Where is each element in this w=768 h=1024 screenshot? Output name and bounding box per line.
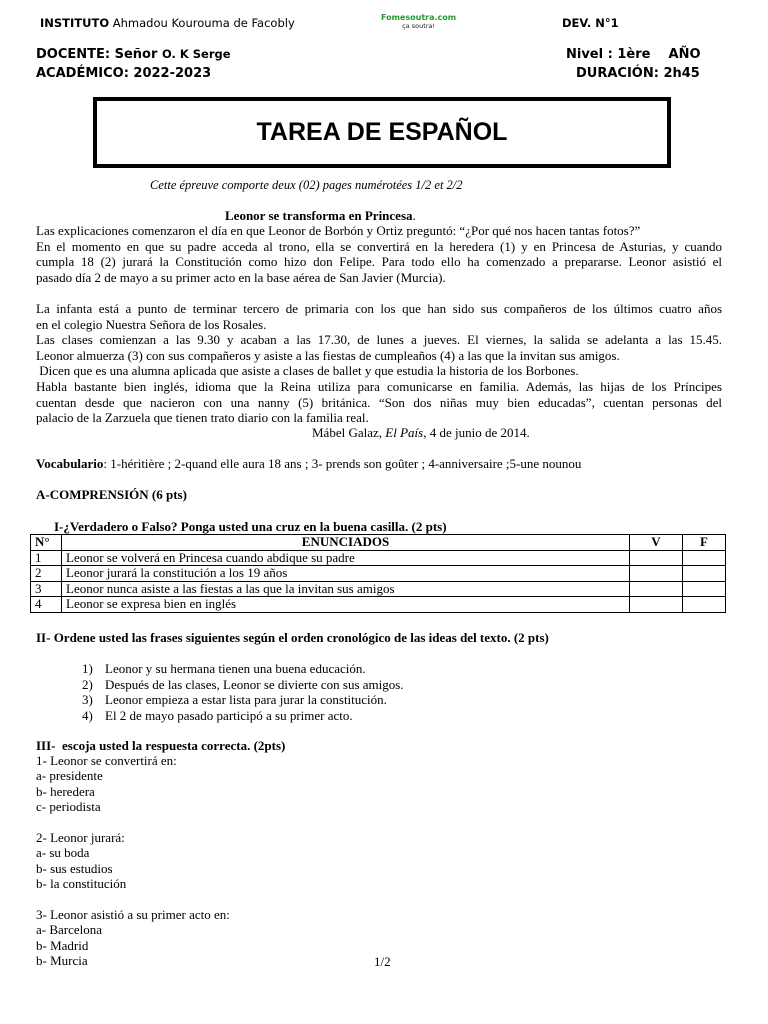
p2-line bbox=[36, 395, 722, 411]
column-header-statements: ENUNCIADOS bbox=[62, 535, 630, 551]
logo-main-text: Fomesoutra.com bbox=[381, 13, 457, 22]
vocabulary-text: : 1-héritière ; 2-quand elle aura 18 ans ; 3- prends son goûter ; 4-anniversaire ;5-une nounou bbox=[103, 456, 582, 471]
table-row bbox=[31, 566, 726, 582]
item-text: Después de las clases, Leonor se divierte con sus amigos. bbox=[105, 676, 404, 692]
p2-line: en el colegio Nuestra Señora de los Rosales. bbox=[36, 316, 267, 332]
institute-line bbox=[40, 16, 295, 30]
list-item bbox=[82, 708, 404, 724]
text-title: Leonor se transforma en Princesa bbox=[225, 208, 413, 223]
answer-option[interactable]: a- su boda bbox=[36, 845, 90, 861]
epreuve-note: Cette épreuve comporte deux (02) pages numérotées 1/2 et 2/2 bbox=[150, 178, 463, 192]
true-false-table bbox=[30, 534, 726, 613]
title-box bbox=[93, 97, 671, 168]
dev-number: DEV. N°1 bbox=[562, 16, 619, 30]
p2-line-text: cuentan desde que nacieron con una nanny (5) británica. “Son dos niñas muy bien educadas”, cuentan personas del bbox=[36, 394, 722, 410]
table-row bbox=[31, 597, 726, 613]
part2-heading: II- Ordene usted las frases siguientes según el orden cronológico de las ideas del texto. (2 pts) bbox=[36, 630, 549, 645]
p2-line: Leonor almuerza (3) con sus compañeros y asiste a las fiestas de cumpleaños (4) a las que la invitan sus amigos. bbox=[36, 347, 620, 363]
row-statement: Leonor jurará la constitución a los 19 años bbox=[62, 566, 630, 582]
column-header-true: V bbox=[630, 535, 683, 551]
p2-line: palacio de la Zarzuela que tienen trato diario con la familia real. bbox=[36, 410, 369, 426]
item-text: Leonor y su hermana tienen una buena educación. bbox=[105, 661, 366, 676]
text-title-punct: . bbox=[412, 208, 416, 223]
question-3 bbox=[36, 907, 230, 969]
section-a-heading: A-COMPRENSIÓN (6 pts) bbox=[36, 487, 187, 502]
row-number: 2 bbox=[31, 566, 62, 582]
list-item bbox=[82, 692, 404, 708]
institute-name: Ahmadou Kourouma de Facobly bbox=[112, 16, 295, 30]
text-title-line bbox=[225, 208, 416, 224]
logo-sub-text: ça soutra! bbox=[402, 22, 436, 30]
answer-option[interactable]: b- heredera bbox=[36, 783, 95, 799]
part1-heading: I-¿Verdadero o Falso? Ponga usted una cruz en la buena casilla. (2 pts) bbox=[54, 519, 447, 534]
p1-line-text: cumpla 18 (2) jurará la Constitución como hizo don Felipe. Para todo ello ha comenzado a prepararse. Leonor asistió el bbox=[36, 254, 722, 270]
docente-label: DOCENTE: Señor bbox=[36, 47, 158, 62]
p2-line-text: Habla bastante bien inglés, idioma que la Reina utiliza para comunicarse en familia. Además, las hijas de los Príncipes bbox=[36, 378, 722, 394]
row-statement: Leonor se expresa bien en inglés bbox=[62, 597, 630, 613]
item-number: 3) bbox=[82, 692, 93, 707]
p2-line: Dicen que es una alumna aplicada que asiste a clases de ballet y que estudia la historia de los Borbones. bbox=[36, 363, 579, 379]
source-author: Mábel Galaz, bbox=[312, 425, 386, 440]
item-text: Leonor empieza a estar lista para jurar la constitución. bbox=[105, 692, 387, 707]
institute-label: INSTITUTO bbox=[40, 16, 110, 30]
answer-option[interactable]: b- la constitución bbox=[36, 876, 127, 892]
column-header-false: F bbox=[683, 535, 726, 551]
true-checkbox-cell[interactable] bbox=[630, 581, 683, 597]
nivel-line: Nivel : 1ère AÑO bbox=[566, 47, 701, 62]
row-number: 1 bbox=[31, 550, 62, 566]
table-row bbox=[31, 550, 726, 566]
row-statement: Leonor nunca asiste a las fiestas a las que la invitan sus amigos bbox=[62, 581, 630, 597]
p2-line bbox=[36, 301, 722, 317]
question-text: 3- Leonor asistió a su primer acto en: bbox=[36, 907, 230, 922]
false-checkbox-cell[interactable] bbox=[683, 566, 726, 582]
p1-line-text: En el momento en que su padre acceda al trono, ella se convertirá en la heredera (1) y en Princesa de Asturias, y cuando bbox=[36, 238, 722, 254]
ordering-list bbox=[82, 661, 404, 723]
page-title: TAREA DE ESPAÑOL bbox=[256, 118, 508, 146]
false-checkbox-cell[interactable] bbox=[683, 550, 726, 566]
item-text: El 2 de mayo pasado participó a su primer acto. bbox=[105, 707, 353, 723]
true-checkbox-cell[interactable] bbox=[630, 550, 683, 566]
answer-option[interactable]: b- Madrid bbox=[36, 937, 89, 953]
p1-line bbox=[36, 254, 722, 270]
list-item bbox=[82, 661, 404, 677]
duracion-line: DURACIÓN: 2h45 bbox=[576, 66, 700, 81]
vocabulary-label: Vocabulario bbox=[36, 456, 104, 471]
answer-option[interactable]: a- presidente bbox=[36, 768, 103, 784]
row-statement: Leonor se volverá en Princesa cuando abdique su padre bbox=[62, 550, 630, 566]
text-source bbox=[312, 425, 530, 441]
paragraph-1 bbox=[36, 223, 722, 285]
p2-line bbox=[36, 379, 722, 395]
p2-line-text: Las clases comienzan a las 9.30 y acaban a las 17.30, de lunes a jueves. El viernes, la salida se adelanta a las 15.45. bbox=[36, 332, 722, 348]
column-header-number: N° bbox=[31, 535, 62, 551]
academico-line: ACADÉMICO: 2022-2023 bbox=[36, 66, 212, 81]
table-row bbox=[31, 581, 726, 597]
part3-heading: III- escoja usted la respuesta correcta. (2pts) bbox=[36, 738, 286, 753]
item-number: 4) bbox=[82, 707, 93, 723]
docente-line bbox=[36, 47, 231, 62]
source-paper: El País bbox=[385, 425, 424, 440]
p1-line: Las explicaciones comenzaron el día en que Leonor de Borbón y Ortiz preguntó: “¿Por qué nos hacen tantas fotos?” bbox=[36, 223, 641, 238]
page-number: 1/2 bbox=[374, 954, 391, 969]
true-checkbox-cell[interactable] bbox=[630, 566, 683, 582]
answer-option[interactable]: b- sus estudios bbox=[36, 860, 113, 876]
p2-line bbox=[36, 332, 722, 348]
answer-option[interactable]: a- Barcelona bbox=[36, 922, 103, 938]
paragraph-2 bbox=[36, 301, 722, 426]
false-checkbox-cell[interactable] bbox=[683, 581, 726, 597]
question-text: 1- Leonor se convertirá en: bbox=[36, 753, 177, 768]
question-2 bbox=[36, 830, 126, 892]
p1-line bbox=[36, 239, 722, 255]
site-logo bbox=[381, 14, 456, 30]
answer-option[interactable]: b- Murcia bbox=[36, 953, 88, 969]
question-1 bbox=[36, 753, 177, 815]
row-number: 4 bbox=[31, 597, 62, 613]
item-number: 1) bbox=[82, 661, 93, 676]
table-header-row bbox=[31, 535, 726, 551]
question-text: 2- Leonor jurará: bbox=[36, 830, 125, 845]
docente-name: O. K Serge bbox=[161, 47, 231, 61]
item-number: 2) bbox=[82, 676, 93, 692]
row-number: 3 bbox=[31, 581, 62, 597]
true-checkbox-cell[interactable] bbox=[630, 597, 683, 613]
answer-option[interactable]: c- periodista bbox=[36, 799, 101, 815]
source-date: , 4 de junio de 2014. bbox=[423, 425, 530, 440]
p2-line-text: La infanta está a punto de terminar tercero de primaria con los que han sido sus compañeros de los últimos cuatro años bbox=[36, 301, 722, 316]
p1-line: pasado día 2 de mayo a su primer acto en la base aérea de San Javier (Murcia). bbox=[36, 269, 446, 285]
list-item bbox=[82, 677, 404, 693]
false-checkbox-cell[interactable] bbox=[683, 597, 726, 613]
vocabulary-line bbox=[36, 456, 581, 472]
